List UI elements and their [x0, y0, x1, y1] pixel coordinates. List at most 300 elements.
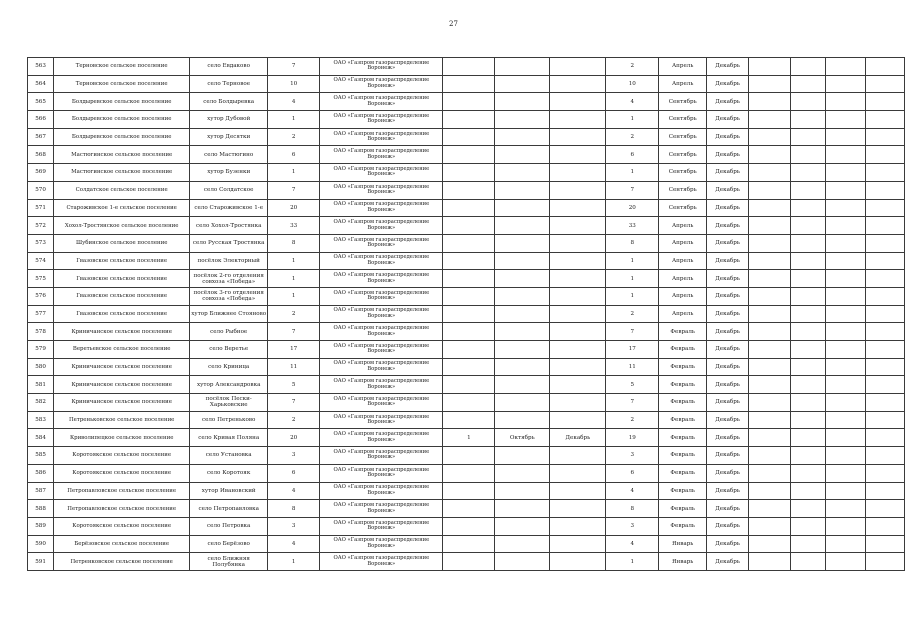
cell-end-month: Декабрь: [707, 164, 749, 182]
table-row: [28, 517, 905, 535]
cell-row-number: 586: [28, 464, 54, 482]
cell-locality: хутор Десятки: [190, 128, 268, 146]
cell-empty: [866, 128, 905, 146]
cell-empty: [826, 464, 866, 482]
cell-empty: [866, 111, 905, 129]
cell-row-number: 578: [28, 323, 54, 341]
cell-empty: [791, 411, 826, 429]
cell-row-number: 569: [28, 164, 54, 182]
cell-operator: ОАО «Газпром газораспределение Воронеж»: [320, 217, 443, 235]
cell-col7: [550, 234, 606, 252]
cell-count: 20: [268, 199, 320, 217]
cell-col5: [443, 447, 495, 465]
cell-count: 2: [268, 411, 320, 429]
cell-empty: [791, 323, 826, 341]
cell-quantity: 17: [606, 341, 659, 359]
cell-start-month: Сентябрь: [659, 164, 707, 182]
cell-locality: село Берёзово: [190, 535, 268, 553]
cell-empty: [866, 500, 905, 518]
cell-quantity: 4: [606, 535, 659, 553]
cell-col5: [443, 164, 495, 182]
cell-end-month: Декабрь: [707, 447, 749, 465]
cell-col5: [443, 535, 495, 553]
cell-col7: [550, 287, 606, 305]
cell-operator: ОАО «Газпром газораспределение Воронеж»: [320, 411, 443, 429]
cell-locality: посёлок 2-го отделения совхоза «Победа»: [190, 270, 268, 288]
cell-col6: [495, 447, 550, 465]
cell-col7: [550, 128, 606, 146]
cell-locality: село Русская Тростянка: [190, 234, 268, 252]
cell-count: 2: [268, 305, 320, 323]
cell-settlement: Шубинское сельское поселение: [54, 234, 190, 252]
cell-end-month: Декабрь: [707, 411, 749, 429]
table-row: [28, 252, 905, 270]
cell-empty: [749, 234, 791, 252]
cell-settlement: Криничанское сельское поселение: [54, 394, 190, 412]
cell-row-number: 570: [28, 181, 54, 199]
cell-end-month: Декабрь: [707, 217, 749, 235]
cell-start-month: Февраль: [659, 376, 707, 394]
cell-empty: [791, 500, 826, 518]
cell-settlement: Криничанское сельское поселение: [54, 323, 190, 341]
cell-empty: [826, 482, 866, 500]
cell-locality: село Кривая Поляна: [190, 429, 268, 447]
cell-col5: [443, 58, 495, 76]
cell-count: 11: [268, 358, 320, 376]
cell-empty: [749, 146, 791, 164]
cell-col6: [495, 535, 550, 553]
cell-locality: хутор Ближнее Стояново: [190, 305, 268, 323]
cell-row-number: 588: [28, 500, 54, 518]
cell-end-month: Декабрь: [707, 535, 749, 553]
cell-empty: [866, 217, 905, 235]
table-row: [28, 394, 905, 412]
cell-start-month: Февраль: [659, 429, 707, 447]
cell-end-month: Декабрь: [707, 234, 749, 252]
cell-col6: [495, 341, 550, 359]
cell-col5: [443, 181, 495, 199]
cell-empty: [749, 164, 791, 182]
cell-col7: [550, 58, 606, 76]
cell-operator: ОАО «Газпром газораспределение Воронеж»: [320, 58, 443, 76]
cell-empty: [791, 394, 826, 412]
cell-quantity: 7: [606, 181, 659, 199]
cell-empty: [826, 341, 866, 359]
cell-settlement: Веретьевское сельское поселение: [54, 341, 190, 359]
cell-col5: [443, 517, 495, 535]
cell-settlement: Криничанское сельское поселение: [54, 376, 190, 394]
cell-empty: [826, 93, 866, 111]
cell-empty: [791, 341, 826, 359]
cell-quantity: 8: [606, 500, 659, 518]
cell-empty: [749, 111, 791, 129]
cell-operator: ОАО «Газпром газораспределение Воронеж»: [320, 535, 443, 553]
cell-empty: [791, 58, 826, 76]
cell-col5: [443, 394, 495, 412]
cell-start-month: Апрель: [659, 270, 707, 288]
cell-col7: [550, 93, 606, 111]
cell-end-month: Декабрь: [707, 464, 749, 482]
cell-col7: [550, 394, 606, 412]
cell-empty: [866, 58, 905, 76]
cell-empty: [826, 376, 866, 394]
cell-col5: [443, 358, 495, 376]
cell-start-month: Февраль: [659, 341, 707, 359]
cell-empty: [749, 287, 791, 305]
table-row: [28, 58, 905, 76]
cell-col5: [443, 376, 495, 394]
cell-col7: [550, 464, 606, 482]
cell-locality: посёлок 3-го отделения совхоза «Победа»: [190, 287, 268, 305]
cell-row-number: 565: [28, 93, 54, 111]
cell-col6: [495, 323, 550, 341]
table-row: [28, 305, 905, 323]
cell-locality: село Ближняя Полубянка: [190, 553, 268, 571]
cell-col6: [495, 358, 550, 376]
cell-locality: посёлок Пески-Харьковские: [190, 394, 268, 412]
cell-empty: [749, 553, 791, 571]
cell-empty: [826, 411, 866, 429]
table-row: [28, 128, 905, 146]
cell-count: 6: [268, 464, 320, 482]
cell-row-number: 583: [28, 411, 54, 429]
table-row: [28, 287, 905, 305]
cell-start-month: Январь: [659, 535, 707, 553]
cell-col6: [495, 394, 550, 412]
cell-col6: [495, 500, 550, 518]
cell-row-number: 589: [28, 517, 54, 535]
cell-count: 8: [268, 500, 320, 518]
cell-operator: ОАО «Газпром газораспределение Воронеж»: [320, 164, 443, 182]
cell-empty: [749, 323, 791, 341]
cell-operator: ОАО «Газпром газораспределение Воронеж»: [320, 323, 443, 341]
table-row: [28, 93, 905, 111]
cell-col6: [495, 93, 550, 111]
cell-empty: [826, 75, 866, 93]
cell-empty: [749, 429, 791, 447]
cell-col7: [550, 341, 606, 359]
cell-empty: [826, 217, 866, 235]
cell-operator: ОАО «Газпром газораспределение Воронеж»: [320, 517, 443, 535]
cell-empty: [749, 394, 791, 412]
cell-empty: [826, 252, 866, 270]
cell-quantity: 2: [606, 305, 659, 323]
cell-col7: [550, 270, 606, 288]
cell-settlement: Гвазовское сельское поселение: [54, 252, 190, 270]
cell-start-month: Сентябрь: [659, 93, 707, 111]
cell-empty: [866, 411, 905, 429]
cell-locality: хутор Дубовой: [190, 111, 268, 129]
cell-empty: [791, 75, 826, 93]
cell-start-month: Февраль: [659, 323, 707, 341]
cell-start-month: Апрель: [659, 234, 707, 252]
cell-empty: [826, 358, 866, 376]
cell-empty: [749, 341, 791, 359]
cell-quantity: 1: [606, 270, 659, 288]
cell-settlement: Хохол-Тростянское сельское поселение: [54, 217, 190, 235]
cell-empty: [791, 234, 826, 252]
cell-count: 7: [268, 394, 320, 412]
cell-col5: [443, 341, 495, 359]
cell-empty: [791, 447, 826, 465]
cell-empty: [791, 358, 826, 376]
cell-empty: [749, 535, 791, 553]
cell-col6: [495, 517, 550, 535]
cell-quantity: 1: [606, 111, 659, 129]
cell-settlement: Гвазовское сельское поселение: [54, 270, 190, 288]
cell-quantity: 1: [606, 164, 659, 182]
cell-operator: ОАО «Газпром газораспределение Воронеж»: [320, 429, 443, 447]
table-row: [28, 164, 905, 182]
cell-count: 1: [268, 111, 320, 129]
cell-empty: [749, 58, 791, 76]
cell-count: 20: [268, 429, 320, 447]
cell-end-month: Декабрь: [707, 270, 749, 288]
table-row: [28, 376, 905, 394]
cell-settlement: Болдыревское сельское поселение: [54, 111, 190, 129]
cell-locality: село Солдатское: [190, 181, 268, 199]
cell-quantity: 4: [606, 93, 659, 111]
cell-settlement: Криволипецкое сельское поселение: [54, 429, 190, 447]
table-row: [28, 429, 905, 447]
cell-empty: [826, 146, 866, 164]
cell-col5: [443, 128, 495, 146]
cell-row-number: 585: [28, 447, 54, 465]
cell-col6: [495, 146, 550, 164]
cell-empty: [866, 181, 905, 199]
cell-empty: [749, 199, 791, 217]
cell-row-number: 563: [28, 58, 54, 76]
cell-end-month: Декабрь: [707, 341, 749, 359]
cell-row-number: 584: [28, 429, 54, 447]
cell-count: 8: [268, 234, 320, 252]
cell-row-number: 566: [28, 111, 54, 129]
cell-col7: [550, 411, 606, 429]
cell-settlement: Коротоякское сельское поселение: [54, 464, 190, 482]
cell-empty: [866, 287, 905, 305]
cell-col6: [495, 252, 550, 270]
cell-count: 3: [268, 447, 320, 465]
cell-empty: [866, 75, 905, 93]
cell-operator: ОАО «Газпром газораспределение Воронеж»: [320, 146, 443, 164]
cell-quantity: 3: [606, 447, 659, 465]
cell-end-month: Декабрь: [707, 553, 749, 571]
cell-start-month: Апрель: [659, 305, 707, 323]
cell-quantity: 7: [606, 323, 659, 341]
cell-col5: [443, 111, 495, 129]
cell-col7: [550, 181, 606, 199]
cell-empty: [749, 93, 791, 111]
cell-locality: село Петровка: [190, 517, 268, 535]
cell-settlement: Солдатское сельское поселение: [54, 181, 190, 199]
table-row: [28, 75, 905, 93]
cell-row-number: 571: [28, 199, 54, 217]
table-row: [28, 217, 905, 235]
page-number: 27: [449, 20, 458, 28]
cell-settlement: Берёзовское сельское поселение: [54, 535, 190, 553]
cell-col6: [495, 305, 550, 323]
cell-col6: [495, 75, 550, 93]
table-row: [28, 341, 905, 359]
cell-col7: [550, 376, 606, 394]
cell-empty: [826, 287, 866, 305]
cell-start-month: Февраль: [659, 517, 707, 535]
cell-start-month: Сентябрь: [659, 146, 707, 164]
cell-col6: [495, 482, 550, 500]
cell-empty: [791, 553, 826, 571]
cell-start-month: Апрель: [659, 287, 707, 305]
cell-locality: хутор Ивановский: [190, 482, 268, 500]
cell-empty: [826, 500, 866, 518]
cell-col5: [443, 75, 495, 93]
cell-col7: [550, 75, 606, 93]
cell-settlement: Петропавловское сельское поселение: [54, 482, 190, 500]
cell-locality: село Петропавловка: [190, 500, 268, 518]
cell-col5: [443, 199, 495, 217]
cell-row-number: 572: [28, 217, 54, 235]
cell-operator: ОАО «Газпром газораспределение Воронеж»: [320, 305, 443, 323]
cell-settlement: Терновское сельское поселение: [54, 58, 190, 76]
cell-quantity: 1: [606, 287, 659, 305]
cell-empty: [791, 199, 826, 217]
cell-locality: село Петреньково: [190, 411, 268, 429]
cell-settlement: Криничанское сельское поселение: [54, 358, 190, 376]
cell-col7: [550, 111, 606, 129]
cell-operator: ОАО «Газпром газораспределение Воронеж»: [320, 199, 443, 217]
cell-start-month: Февраль: [659, 358, 707, 376]
cell-empty: [826, 199, 866, 217]
cell-col6: [495, 181, 550, 199]
cell-col6: [495, 411, 550, 429]
schedule-table-body: [28, 58, 905, 571]
cell-locality: посёлок Электорный: [190, 252, 268, 270]
cell-count: 33: [268, 217, 320, 235]
cell-empty: [749, 305, 791, 323]
cell-locality: хутор Бузенки: [190, 164, 268, 182]
cell-empty: [749, 128, 791, 146]
table-row: [28, 464, 905, 482]
cell-empty: [866, 93, 905, 111]
cell-count: 7: [268, 58, 320, 76]
cell-settlement: Болдыревское сельское поселение: [54, 128, 190, 146]
cell-col7: [550, 323, 606, 341]
cell-empty: [826, 58, 866, 76]
cell-row-number: 567: [28, 128, 54, 146]
cell-start-month: Апрель: [659, 75, 707, 93]
cell-empty: [866, 553, 905, 571]
cell-locality: село Евдаково: [190, 58, 268, 76]
cell-row-number: 564: [28, 75, 54, 93]
cell-empty: [826, 429, 866, 447]
cell-quantity: 5: [606, 376, 659, 394]
cell-col6: [495, 553, 550, 571]
cell-col6: [495, 199, 550, 217]
cell-row-number: 579: [28, 341, 54, 359]
cell-empty: [749, 358, 791, 376]
cell-operator: ОАО «Газпром газораспределение Воронеж»: [320, 464, 443, 482]
cell-settlement: Петропавловское сельское поселение: [54, 500, 190, 518]
cell-operator: ОАО «Газпром газораспределение Воронеж»: [320, 181, 443, 199]
cell-locality: село Болдыревка: [190, 93, 268, 111]
cell-start-month: Сентябрь: [659, 128, 707, 146]
cell-operator: ОАО «Газпром газораспределение Воронеж»: [320, 500, 443, 518]
cell-settlement: Гвазовское сельское поселение: [54, 287, 190, 305]
cell-row-number: 568: [28, 146, 54, 164]
cell-operator: ОАО «Газпром газораспределение Воронеж»: [320, 341, 443, 359]
table-row: [28, 500, 905, 518]
cell-empty: [749, 464, 791, 482]
cell-count: 7: [268, 181, 320, 199]
cell-row-number: 574: [28, 252, 54, 270]
cell-col5: [443, 252, 495, 270]
cell-empty: [749, 270, 791, 288]
cell-quantity: 2: [606, 128, 659, 146]
cell-col7: [550, 217, 606, 235]
cell-empty: [866, 270, 905, 288]
cell-col6: [495, 287, 550, 305]
cell-empty: [826, 517, 866, 535]
cell-col5: [443, 270, 495, 288]
cell-quantity: 1: [606, 553, 659, 571]
cell-empty: [866, 358, 905, 376]
cell-quantity: 4: [606, 482, 659, 500]
table-row: [28, 323, 905, 341]
cell-col5: [443, 217, 495, 235]
cell-end-month: Декабрь: [707, 394, 749, 412]
cell-col7: [550, 517, 606, 535]
cell-col6: [495, 111, 550, 129]
cell-locality: село Староживское 1-е: [190, 199, 268, 217]
cell-col7: [550, 146, 606, 164]
cell-empty: [749, 411, 791, 429]
cell-end-month: Декабрь: [707, 358, 749, 376]
cell-col5: [443, 553, 495, 571]
cell-empty: [866, 482, 905, 500]
cell-col5: [443, 93, 495, 111]
cell-locality: село Рыбное: [190, 323, 268, 341]
cell-empty: [791, 252, 826, 270]
cell-row-number: 575: [28, 270, 54, 288]
cell-end-month: Декабрь: [707, 199, 749, 217]
cell-empty: [826, 323, 866, 341]
cell-count: 5: [268, 376, 320, 394]
cell-col5: [443, 500, 495, 518]
table-row: [28, 535, 905, 553]
cell-col7: [550, 553, 606, 571]
cell-empty: [791, 181, 826, 199]
cell-settlement: Петреньковское сельское поселение: [54, 411, 190, 429]
cell-col6: [495, 128, 550, 146]
cell-end-month: Декабрь: [707, 58, 749, 76]
cell-operator: ОАО «Газпром газораспределение Воронеж»: [320, 376, 443, 394]
cell-operator: ОАО «Газпром газораспределение Воронеж»: [320, 252, 443, 270]
cell-end-month: Декабрь: [707, 517, 749, 535]
cell-settlement: Болдыревское сельское поселение: [54, 93, 190, 111]
cell-col6: [495, 270, 550, 288]
cell-settlement: Староживское 1-е сельское поселение: [54, 199, 190, 217]
cell-empty: [866, 447, 905, 465]
cell-start-month: Февраль: [659, 447, 707, 465]
cell-operator: ОАО «Газпром газораспределение Воронеж»: [320, 128, 443, 146]
cell-empty: [749, 217, 791, 235]
cell-count: 6: [268, 146, 320, 164]
cell-settlement: Петренковское сельское поселение: [54, 553, 190, 571]
cell-quantity: 7: [606, 394, 659, 412]
cell-col5: [443, 464, 495, 482]
cell-operator: ОАО «Газпром газораспределение Воронеж»: [320, 75, 443, 93]
cell-col7: [550, 164, 606, 182]
cell-col7: [550, 358, 606, 376]
